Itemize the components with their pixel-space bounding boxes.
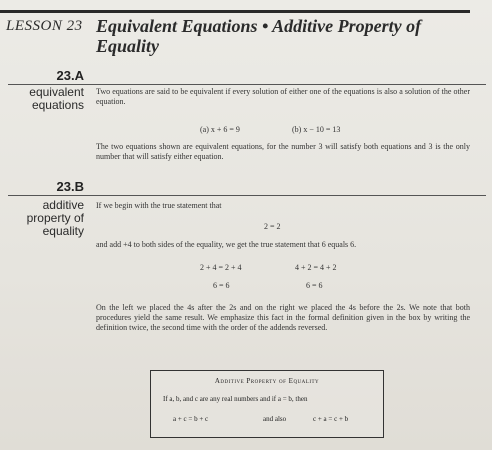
section-b-intro: If we begin with the true statement that [96, 201, 222, 210]
lesson-label: LESSON 23 [6, 18, 83, 34]
section-a-name-line1: equivalent [29, 85, 84, 99]
equation-b: (b) x − 10 = 13 [292, 125, 341, 134]
section-a-name-line2: equations [31, 98, 84, 112]
section-b-name-line2: property of [26, 211, 84, 225]
right-result: 6 = 6 [306, 281, 323, 290]
definition-also: and also [263, 415, 287, 423]
left-equation: 2 + 4 = 2 + 4 [200, 263, 242, 272]
left-result: 6 = 6 [213, 281, 230, 290]
section-b-name [4, 199, 84, 238]
section-b-add-text: and add +4 to both sides of the equality, we get the true statement that 6 equals 6. [96, 240, 357, 249]
right-equation: 4 + 2 = 4 + 2 [295, 263, 337, 272]
section-b-name-line3: equality [42, 224, 84, 238]
section-a-name [4, 86, 84, 112]
definition-equation-1: a + c = b + c [173, 415, 209, 423]
top-rule [0, 10, 470, 13]
section-b-closing: On the left we placed the 4s after the 2s and on the right we placed the 4s before the 2s. We note that both procedures yield the same result. We emphasize this fact in the formal definition given in the box by writing the definition twice, the second time with the order of the addends reversed. [96, 303, 470, 332]
definition-box [150, 370, 384, 438]
definition-box-title: Additive Property of Equality [214, 377, 320, 385]
section-a-number: 23.A [56, 68, 84, 83]
equation-a: (a) x + 6 = 9 [200, 125, 240, 134]
definition-equation-2: c + a = c + b [313, 415, 349, 423]
section-b-number: 23.B [56, 179, 84, 194]
section-b-name-line1: additive [42, 198, 84, 212]
section-a-explanation: The two equations shown are equivalent equations, for the number 3 will satisfy both equations and 3 is the only number that will satisfy either equation. [96, 142, 470, 161]
section-b-rule [8, 195, 486, 196]
definition-condition: If a, b, and c are any real numbers and if a = b, then [163, 395, 308, 403]
statement-equation: 2 = 2 [264, 222, 281, 231]
section-a-intro: Two equations are said to be equivalent if every solution of either one of the equations is also a solution of the other equation. [96, 87, 470, 106]
lesson-title: Equivalent Equations • Additive Property of Equality [96, 16, 422, 56]
